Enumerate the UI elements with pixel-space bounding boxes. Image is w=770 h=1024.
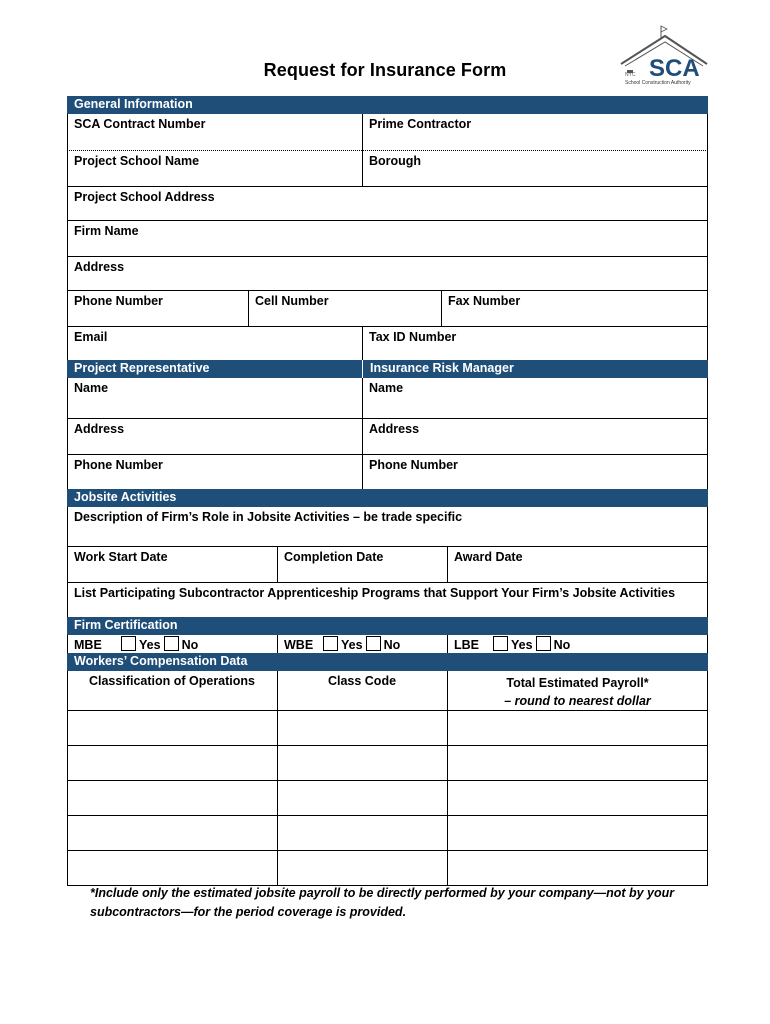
section-firm-certification-header: Firm Certification	[67, 617, 708, 635]
divider	[67, 815, 708, 816]
logo-small-text: NYC	[625, 72, 636, 78]
no-label: No	[553, 638, 571, 652]
yes-label: Yes	[139, 638, 161, 652]
wbe-no-checkbox[interactable]	[366, 636, 381, 651]
field-work-start-date[interactable]: Work Start Date	[74, 550, 168, 564]
section-jobsite-header: Jobsite Activities	[67, 489, 708, 507]
field-project-school-address[interactable]: Project School Address	[74, 190, 215, 204]
divider	[67, 710, 708, 711]
insurance-form	[67, 96, 708, 886]
form-title: Request for Insurance Form	[263, 60, 507, 80]
field-award-date[interactable]: Award Date	[454, 550, 523, 564]
field-address[interactable]: Address	[74, 260, 125, 274]
col-classification: Classification of Operations	[88, 674, 255, 688]
divider	[67, 850, 708, 851]
divider	[447, 635, 448, 654]
field-email[interactable]: Email	[74, 330, 108, 344]
field-sca-contract-number[interactable]: SCA Contract Number	[74, 117, 206, 131]
field-manager-name[interactable]: Name	[369, 381, 404, 395]
field-manager-phone[interactable]: Phone Number	[369, 458, 458, 472]
field-prime-contractor[interactable]: Prime Contractor	[369, 117, 472, 131]
field-project-school-name[interactable]: Project School Name	[74, 154, 200, 168]
mbe-label: MBE	[74, 638, 102, 652]
lbe-label: LBE	[454, 638, 479, 652]
divider	[447, 546, 448, 582]
lbe-yes-checkbox[interactable]	[493, 636, 508, 651]
col-total-payroll-title: Total Estimated Payroll*	[506, 676, 649, 690]
no-label: No	[383, 638, 401, 652]
section-workers-comp-header: Workers’ Compensation Data	[67, 653, 708, 671]
field-apprenticeship-programs[interactable]: List Participating Subcontractor Apprenticeship Programs that Support Your Firm’s Jobsite Activities	[74, 586, 676, 600]
field-phone-number[interactable]: Phone Number	[74, 294, 163, 308]
field-cell-number[interactable]: Cell Number	[255, 294, 329, 308]
divider	[248, 290, 249, 326]
divider	[441, 290, 442, 326]
logo-subtitle: School Construction Authority	[625, 80, 691, 86]
divider	[277, 635, 278, 654]
yes-label: Yes	[341, 638, 363, 652]
field-rep-name[interactable]: Name	[74, 381, 109, 395]
section-general-header: General Information	[67, 96, 708, 114]
field-rep-phone[interactable]: Phone Number	[74, 458, 163, 472]
lbe-no-checkbox[interactable]	[536, 636, 551, 651]
col-total-payroll	[447, 671, 708, 710]
divider	[447, 671, 448, 886]
field-completion-date[interactable]: Completion Date	[284, 550, 384, 564]
section-project-representative-header: Project Representative	[67, 360, 362, 378]
field-tax-id-number[interactable]: Tax ID Number	[369, 330, 457, 344]
field-fax-number[interactable]: Fax Number	[448, 294, 521, 308]
field-firm-name[interactable]: Firm Name	[74, 224, 139, 238]
field-rep-address[interactable]: Address	[74, 422, 125, 436]
section-risk-manager-header: Insurance Risk Manager	[362, 360, 708, 378]
divider	[67, 745, 708, 746]
lbe-row	[447, 635, 708, 654]
divider	[277, 671, 278, 886]
field-manager-address[interactable]: Address	[369, 422, 420, 436]
wbe-label: WBE	[284, 638, 314, 652]
yes-label: Yes	[511, 638, 533, 652]
mbe-yes-checkbox[interactable]	[121, 636, 136, 651]
mbe-row	[67, 635, 277, 654]
payroll-footnote: *Include only the estimated jobsite payroll to be directly performed by your company—not by your subcontractors—for the period coverage is provided.	[90, 886, 675, 919]
no-label: No	[181, 638, 199, 652]
wbe-yes-checkbox[interactable]	[323, 636, 338, 651]
col-total-payroll-note: – round to nearest dollar	[504, 694, 651, 708]
divider	[362, 326, 363, 360]
col-class-code: Class Code	[327, 674, 397, 688]
wbe-row	[277, 635, 447, 654]
field-role-description[interactable]: Description of Firm’s Role in Jobsite Activities – be trade specific	[74, 510, 463, 524]
mbe-no-checkbox[interactable]	[164, 636, 179, 651]
logo-text: SCA	[649, 55, 700, 82]
field-borough[interactable]: Borough	[369, 154, 422, 168]
divider	[67, 780, 708, 781]
sca-logo	[617, 24, 709, 86]
divider	[277, 546, 278, 582]
